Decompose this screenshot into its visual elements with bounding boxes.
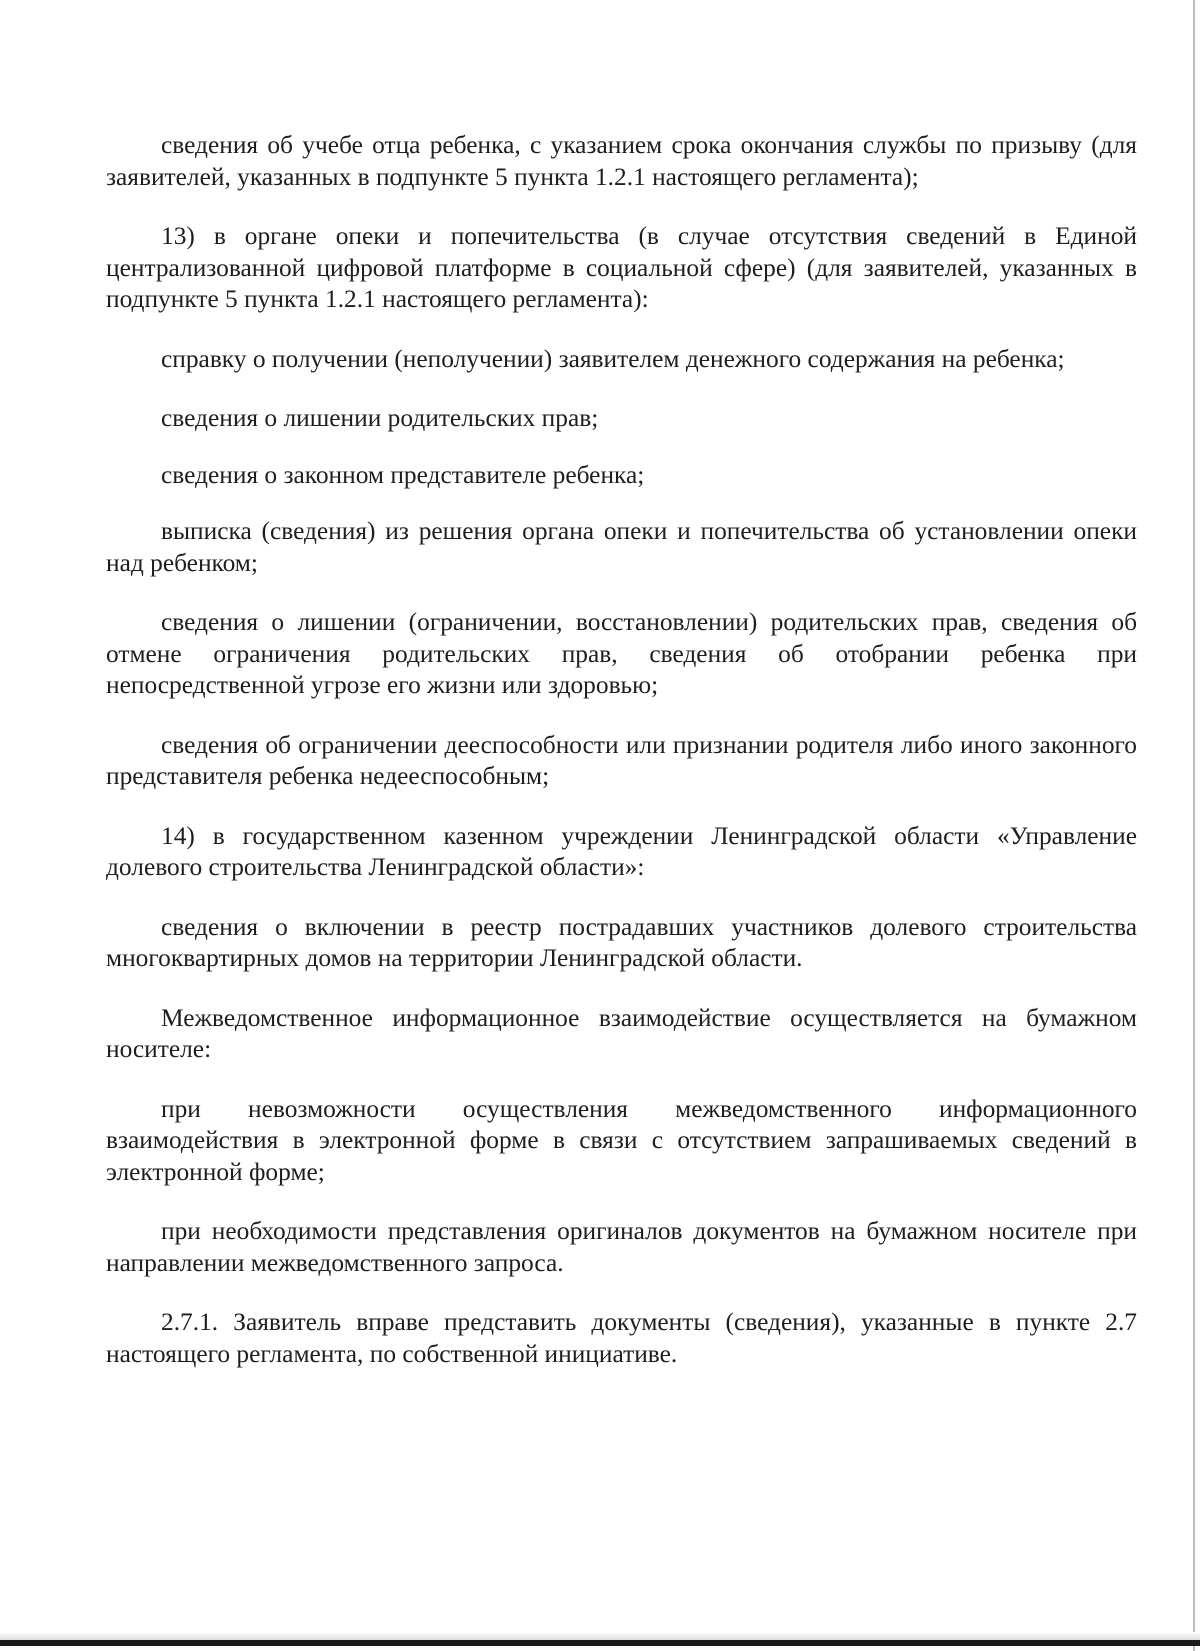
paragraph-legal-representative: сведения о законном представителе ребенка; [161,460,645,489]
paragraph-originals-required: при необходимости представления оригиналов документов на бумажном носителе при направлении межведомственного запроса. [106,1217,1137,1277]
paragraph-electronic-unavailable: при невозможности осуществления межведомственного информационного взаимодействия в электронной форме в связи с отсутствием запрашиваемых сведений в электронной форме; [106,1094,1137,1186]
paragraph-item-13-guardianship: 13) в органе опеки и попечительства (в случае отсутствия сведений в Единой централизованной цифровой платформе в социальной сфере) (для заявителей, указанных в подпункте 5 пункта 1.2.1 настоящего регламента): [106,222,1137,313]
document-body [106,130,1137,1398]
paragraph-child-allowance-certificate: справку о получении (неполучении) заявителем денежного содержания на ребенка; [161,344,1065,373]
scan-bottom-edge [0,1640,1200,1646]
scan-right-edge [1193,0,1195,1651]
paragraph-affected-participants-registry: сведения о включении в реестр пострадавших участников долевого строительства многоквартирных домов на территории Ленинградской области. [106,912,1137,972]
paragraph-father-study-info: сведения об учебе отца ребенка, с указанием срока окончания службы по призыву (для заявителей, указанных в подпункте 5 пункта 1.2.1 настоящего регламента); [106,131,1137,191]
paragraph-2-7-1: 2.7.1. Заявитель вправе представить документы (сведения), указанные в пункте 2.7 настоящего регламента, по собственной инициативе. [106,1308,1137,1368]
scan-bottom-shadow [0,1632,1200,1640]
paragraph-guardianship-decision-extract: выписка (сведения) из решения органа опеки и попечительства об установлении опеки над ребенком; [106,517,1137,577]
paragraph-parental-rights-deprivation: сведения о лишении родительских прав; [161,404,599,432]
paragraph-item-14-construction-office: 14) в государственном казенном учреждении Ленинградской области «Управление долевого строительства Ленинградской области»: [106,821,1137,881]
paragraph-parental-rights-restriction: сведения о лишении (ограничении, восстановлении) родительских прав, сведения об отмене ограничения родительских прав, сведения об отобрании ребенка при непосредственной угрозе его жизни или здоровью; [106,608,1137,699]
paragraph-paper-interaction: Межведомственное информационное взаимодействие осуществляется на бумажном носителе: [106,1003,1137,1063]
paragraph-legal-capacity-restriction: сведения об ограничении дееспособности или признании родителя либо иного законного представителя ребенка недееспособным; [106,730,1137,790]
